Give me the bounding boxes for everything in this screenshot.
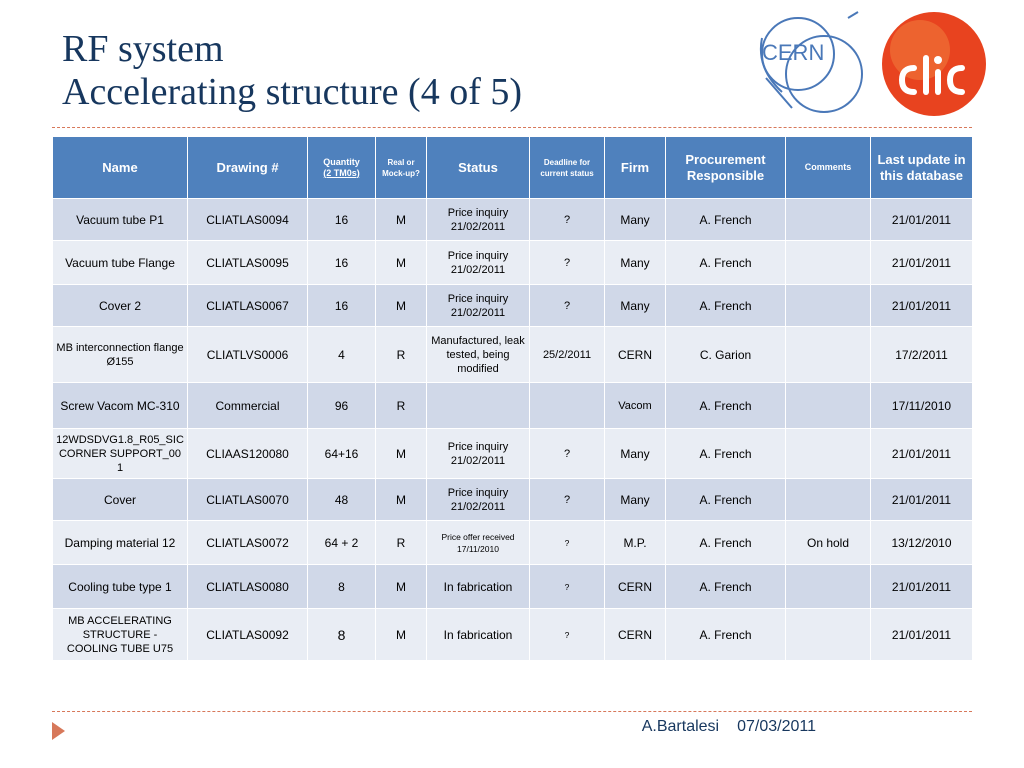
table-row xyxy=(53,609,973,661)
col-header-drawing: Drawing # xyxy=(188,137,308,199)
cell-deadline: ? xyxy=(530,479,605,521)
slide-title-line2: Accelerating structure (4 of 5) xyxy=(62,71,523,113)
header-divider xyxy=(52,127,972,128)
cell-status: Manufactured, leak tested, being modified xyxy=(427,327,530,383)
cell-real-mock: M xyxy=(376,609,427,661)
triangle-right-icon xyxy=(52,722,65,740)
cell-last-update: 21/01/2011 xyxy=(871,285,973,327)
cern-logo-text: CERN xyxy=(762,40,825,65)
col-header-comments: Comments xyxy=(786,137,871,199)
cell-last-update: 21/01/2011 xyxy=(871,241,973,285)
cell-procurement: A. French xyxy=(666,479,786,521)
cell-status xyxy=(427,383,530,429)
cell-quantity: 8 xyxy=(308,609,376,661)
table-row xyxy=(53,327,973,383)
cell-drawing: CLIATLAS0080 xyxy=(188,565,308,609)
cell-procurement: A. French xyxy=(666,199,786,241)
col-header-last-update: Last update in this database xyxy=(871,137,973,199)
cell-deadline: ? xyxy=(530,241,605,285)
table-row xyxy=(53,479,973,521)
col-header-procurement: Procurement Responsible xyxy=(666,137,786,199)
cell-procurement: A. French xyxy=(666,383,786,429)
cell-name: MB interconnection flange Ø155 xyxy=(53,327,188,383)
table-row xyxy=(53,521,973,565)
cell-comments xyxy=(786,285,871,327)
col-header-quantity xyxy=(308,137,376,199)
cell-deadline: ? xyxy=(530,285,605,327)
cell-deadline xyxy=(530,383,605,429)
clic-logo-text: clic xyxy=(880,10,882,11)
cell-firm: Vacom xyxy=(605,383,666,429)
cell-name: Damping material 12 xyxy=(53,521,188,565)
col-header-name: Name xyxy=(53,137,188,199)
cell-drawing: CLIAAS120080 xyxy=(188,429,308,479)
cell-status: Price inquiry 21/02/2011 xyxy=(427,241,530,285)
col-header-real-mock: Real or Mock-up? xyxy=(376,137,427,199)
cell-last-update: 21/01/2011 xyxy=(871,429,973,479)
cell-drawing: CLIATLAS0092 xyxy=(188,609,308,661)
cell-firm: Many xyxy=(605,285,666,327)
col-header-quantity-line2: (2 TM0s) xyxy=(323,167,360,178)
cell-procurement: C. Garion xyxy=(666,327,786,383)
cell-status: Price inquiry 21/02/2011 xyxy=(427,479,530,521)
cell-last-update: 21/01/2011 xyxy=(871,609,973,661)
cell-procurement: A. French xyxy=(666,241,786,285)
cell-status: In fabrication xyxy=(427,609,530,661)
slide-title-line1: RF system xyxy=(62,28,224,70)
cell-last-update: 17/11/2010 xyxy=(871,383,973,429)
table-row xyxy=(53,429,973,479)
cell-drawing: CLIATLAS0072 xyxy=(188,521,308,565)
cell-status: Price inquiry 21/02/2011 xyxy=(427,285,530,327)
cell-name: Cooling tube type 1 xyxy=(53,565,188,609)
cell-firm: CERN xyxy=(605,327,666,383)
cell-name: Vacuum tube P1 xyxy=(53,199,188,241)
cell-deadline: ? xyxy=(530,521,605,565)
col-header-firm: Firm xyxy=(605,137,666,199)
cell-procurement: A. French xyxy=(666,565,786,609)
cell-comments xyxy=(786,565,871,609)
cell-last-update: 13/12/2010 xyxy=(871,521,973,565)
cell-quantity: 4 xyxy=(308,327,376,383)
cell-procurement: A. French xyxy=(666,521,786,565)
footer-divider xyxy=(52,711,972,712)
cell-status: Price offer received 17/11/2010 xyxy=(427,521,530,565)
cell-deadline: ? xyxy=(530,199,605,241)
cell-quantity: 64+16 xyxy=(308,429,376,479)
cell-real-mock: M xyxy=(376,199,427,241)
cell-firm: Many xyxy=(605,241,666,285)
cern-logo xyxy=(752,8,872,120)
cell-firm: CERN xyxy=(605,609,666,661)
cell-name: MB ACCELERATING STRUCTURE - COOLING TUBE U75 xyxy=(53,609,188,661)
cell-comments xyxy=(786,383,871,429)
cell-drawing: CLIATLAS0095 xyxy=(188,241,308,285)
cell-drawing: CLIATLAS0070 xyxy=(188,479,308,521)
cell-drawing: CLIATLAS0094 xyxy=(188,199,308,241)
cell-procurement: A. French xyxy=(666,609,786,661)
cell-name: Screw Vacom MC-310 xyxy=(53,383,188,429)
col-header-quantity-line1: Quantity xyxy=(323,156,360,167)
cell-status: Price inquiry 21/02/2011 xyxy=(427,429,530,479)
clic-logo xyxy=(880,10,988,118)
cell-last-update: 21/01/2011 xyxy=(871,199,973,241)
cell-firm: Many xyxy=(605,199,666,241)
cell-last-update: 21/01/2011 xyxy=(871,479,973,521)
table-row xyxy=(53,241,973,285)
cell-comments xyxy=(786,327,871,383)
cell-firm: CERN xyxy=(605,565,666,609)
cell-name: Vacuum tube Flange xyxy=(53,241,188,285)
cell-firm: M.P. xyxy=(605,521,666,565)
cell-comments xyxy=(786,429,871,479)
cell-firm: Many xyxy=(605,479,666,521)
table-header-row xyxy=(53,137,973,199)
cell-real-mock: M xyxy=(376,565,427,609)
footer-author: A.Bartalesi xyxy=(641,718,720,735)
cell-drawing: CLIATLVS0006 xyxy=(188,327,308,383)
cell-comments xyxy=(786,609,871,661)
table-row xyxy=(53,199,973,241)
structure-table xyxy=(52,136,973,661)
cell-real-mock: R xyxy=(376,327,427,383)
cell-deadline: ? xyxy=(530,429,605,479)
cell-name: 12WDSDVG1.8_R05_SIC CORNER SUPPORT_001 xyxy=(53,429,188,479)
cell-status: In fabrication xyxy=(427,565,530,609)
table-row xyxy=(53,565,973,609)
cell-firm: Many xyxy=(605,429,666,479)
cell-drawing: Commercial xyxy=(188,383,308,429)
cell-deadline: ? xyxy=(530,609,605,661)
slide-title xyxy=(62,28,522,114)
table-row xyxy=(53,383,973,429)
cell-quantity: 16 xyxy=(308,241,376,285)
footer-date: 07/03/2011 xyxy=(737,718,816,735)
cell-comments xyxy=(786,241,871,285)
cell-deadline: ? xyxy=(530,565,605,609)
cell-name: Cover 2 xyxy=(53,285,188,327)
cell-comments: On hold xyxy=(786,521,871,565)
footer xyxy=(642,718,816,736)
cell-quantity: 16 xyxy=(308,199,376,241)
cell-comments xyxy=(786,199,871,241)
cell-quantity: 48 xyxy=(308,479,376,521)
table-row xyxy=(53,285,973,327)
cell-last-update: 21/01/2011 xyxy=(871,565,973,609)
cell-status: Price inquiry 21/02/2011 xyxy=(427,199,530,241)
cell-real-mock: M xyxy=(376,479,427,521)
cell-real-mock: R xyxy=(376,383,427,429)
cell-quantity: 16 xyxy=(308,285,376,327)
cell-quantity: 64 + 2 xyxy=(308,521,376,565)
cell-comments xyxy=(786,479,871,521)
cell-real-mock: M xyxy=(376,241,427,285)
cell-procurement: A. French xyxy=(666,429,786,479)
cell-real-mock: M xyxy=(376,285,427,327)
cell-real-mock: M xyxy=(376,429,427,479)
cell-name: Cover xyxy=(53,479,188,521)
col-header-deadline: Deadline for current status xyxy=(530,137,605,199)
cell-procurement: A. French xyxy=(666,285,786,327)
cell-deadline: 25/2/2011 xyxy=(530,327,605,383)
cell-real-mock: R xyxy=(376,521,427,565)
cell-drawing: CLIATLAS0067 xyxy=(188,285,308,327)
col-header-status: Status xyxy=(427,137,530,199)
cell-quantity: 96 xyxy=(308,383,376,429)
cell-quantity: 8 xyxy=(308,565,376,609)
cell-last-update: 17/2/2011 xyxy=(871,327,973,383)
